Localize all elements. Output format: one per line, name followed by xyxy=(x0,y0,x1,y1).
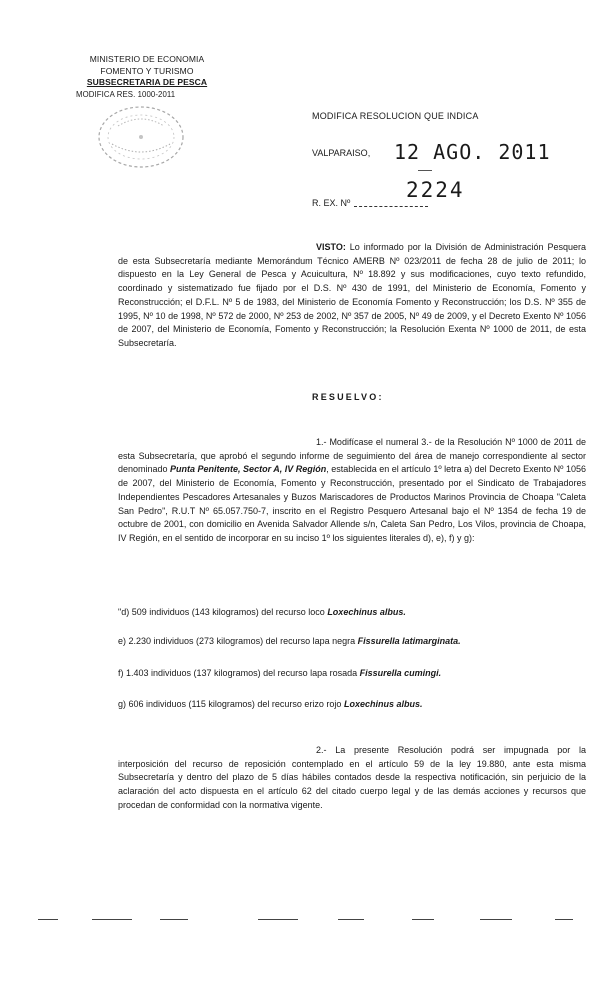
article-1-sector-name: Punta Penitente, Sector A, IV Región xyxy=(170,464,327,475)
list-item-f xyxy=(118,668,441,678)
ministry-subtitle: FOMENTO Y TURISMO xyxy=(100,65,194,76)
item-e-text: e) 2.230 individuos (273 kilogramos) del recurso lapa negra xyxy=(118,636,358,646)
footer-dash xyxy=(412,919,434,920)
visto-paragraph xyxy=(118,241,586,351)
footer-dash xyxy=(92,919,132,920)
visto-text: Lo informado por la División de Administración Pesquera de esta Subsecretaría mediante Memorándum Técnico AMERB Nº 023/2011 de fecha 28 de julio de 2011; lo dispuesto en la Ley General de Pesca y Acuicultura, Nº 18.892 y sus modificaciones, cuyo texto refundido, coordinado y sistematizado fue fijado por el D.S. Nº 430 de 1991, del Ministerio de Economía, Fomento y Reconstrucción; el D.F.L. Nº 5 de 1983, del Ministerio de Economía Fomento y Reconstrucción; los D.S. Nº 355 de 1995, Nº 10 de 1998, Nº 572 de 2000, Nº 253 de 2002, Nº 357 de 2005, Nº 49 de 2009, y el Decreto Exento Nº 1056 de 2007, del Ministerio de Economía, Fomento y Reconstrucción; la Resolución Exenta Nº 1000 de 2011, de esta Subsecretaría. xyxy=(118,242,586,348)
article-2-paragraph xyxy=(118,744,586,813)
article-2-text: 2.- La presente Resolución podrá ser impugnada por la interposición del recurso de reposición contemplado en el artículo 59 de la ley 19.880, ante esta misma Subsecretaría y dentro del plazo de 5 días hábiles contados desde la respectiva notificación, sin perjuicio de la aclaración del acto dispuesta en el artículo 62 del citado cuerpo legal y de las demás acciones y recursos que procedan de conformidad con la normativa vigente. xyxy=(118,745,586,810)
item-f-species: Fissurella cumingi. xyxy=(359,668,442,678)
resolution-number-blank xyxy=(354,206,428,207)
footer-dash xyxy=(338,919,364,920)
place-label: VALPARAISO, xyxy=(312,148,371,158)
item-d-text: "d) 509 individuos (143 kilogramos) del recurso loco xyxy=(118,607,328,617)
article-1-text-part2: , establecida en el artículo 1º letra a) del Decreto Exento Nº 1056 de 2007, del Ministerio de Economía, Fomento y Reconstrucción, presentado por el Sindicato de Trabajadores Independientes Pescadores Artesanales y Buzos Mariscadores de Productos Marinos Provincia de Choapa "Caleta San Pedro", R.U.T Nº 65.057.750-7, inscrito en el Registro Pesquero Artesanal bajo el Nº 1354 de fecha 19 de octubre de 2001, con domicilio en Avenida Salvador Allende s/n, Caleta San Pedro, Los Vilos, provincia de Choapa, IV Región, en el sentido de incorporar en su inciso 1º los siguientes literales d), e), f) y g): xyxy=(118,464,586,543)
date-mark-line xyxy=(418,170,432,171)
ministry-header xyxy=(62,54,232,100)
item-e-species: Fissurella latimarginata. xyxy=(357,636,461,646)
visto-label: VISTO: xyxy=(316,242,346,252)
article-1-paragraph xyxy=(118,436,586,546)
footer-dash xyxy=(258,919,298,920)
header-reference: MODIFICA RES. 1000-2011 xyxy=(76,89,176,99)
list-item-g xyxy=(118,699,422,709)
issue-date-stamp: 12 AGO. 2011 xyxy=(394,140,551,164)
ministry-name: MINISTERIO DE ECONOMIA xyxy=(89,54,205,64)
item-g-text: g) 606 individuos (115 kilogramos) del recurso erizo rojo xyxy=(118,699,344,709)
article-1-text-part1: 1.- Modifícase el numeral 3.- de la Resolución Nº 1000 de 2011 de esta Subsecretaría, que aprobó el segundo informe de seguimiento del área de manejo correspondiente al sector denominado xyxy=(118,437,586,475)
resuelvo-heading: RESUELVO: xyxy=(312,392,384,402)
stamp-seal-icon xyxy=(92,100,190,174)
list-item-d xyxy=(118,607,406,617)
footer-dash xyxy=(160,919,188,920)
item-f-text: f) 1.403 individuos (137 kilogramos) del recurso lapa rosada xyxy=(118,668,360,678)
subsecretaria-name: SUBSECRETARIA DE PESCA xyxy=(86,77,208,87)
list-item-e xyxy=(118,636,461,646)
footer-dash xyxy=(38,919,58,920)
item-g-species: Loxechinus albus. xyxy=(343,699,423,709)
item-d-species: Loxechinus albus. xyxy=(327,607,406,617)
footer-dash xyxy=(555,919,573,920)
resolution-number: 2224 xyxy=(406,178,465,202)
document-subject: MODIFICA RESOLUCION QUE INDICA xyxy=(312,111,479,121)
footer-dash xyxy=(480,919,512,920)
resolution-number-label: R. EX. Nº xyxy=(312,198,351,208)
